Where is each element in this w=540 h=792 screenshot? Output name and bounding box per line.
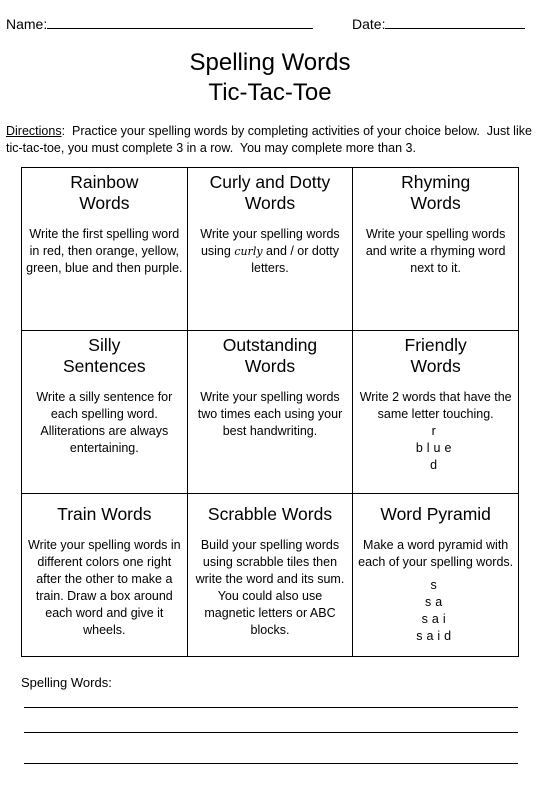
cell-title — [357, 172, 514, 214]
friendly-example-line: r — [431, 424, 440, 438]
cell-body: Write your spelling words and write a rhyming word next to it. — [365, 227, 506, 275]
directions-colon: : — [61, 124, 66, 138]
cell-body — [192, 226, 349, 277]
directions-text: Practice your spelling words by completing activities of your choice below. Just like tic-tac-toe, you must complete 3 in a row. You may complete more than 3. — [6, 124, 536, 155]
cell-title: Word Pyramid — [380, 504, 491, 524]
curly-sample-word: curly — [234, 245, 263, 258]
pyramid-example-line: s — [430, 578, 441, 592]
cell-body: Build your spelling words using scrabble tiles then write the word and its sum. You could also use magnetic letters or ABC blocks. — [195, 538, 345, 637]
cell-title-line: Words — [244, 193, 296, 213]
cell-body: Write your spelling words two times each using your best handwriting. — [197, 390, 343, 438]
name-label: Name: — [6, 16, 48, 32]
cell-body: Write your spelling words in different colors one right after the other to make a train. Draw a box around each word and give it wheels. — [28, 538, 181, 637]
tic-tac-toe-grid — [21, 167, 519, 657]
directions-paragraph — [6, 123, 536, 157]
pyramid-example — [357, 577, 514, 645]
cell-title-line: Rainbow — [70, 172, 139, 192]
cell-title: Train Words — [57, 504, 152, 524]
spelling-words-blank-line[interactable] — [24, 707, 518, 708]
cell-title-line: Rhyming — [401, 172, 471, 192]
pyramid-example-line: said — [416, 629, 456, 643]
pyramid-example-line: sa — [425, 595, 447, 609]
cell-rhyming-words — [353, 168, 519, 331]
cell-train-words — [22, 494, 188, 657]
cell-title-line: Words — [410, 193, 461, 213]
cell-title-line: Curly and Dotty — [209, 172, 331, 192]
name-blank-line[interactable] — [47, 14, 313, 29]
friendly-example — [357, 423, 514, 474]
cell-title-line: Words — [244, 356, 296, 376]
friendly-example-line: d — [430, 458, 442, 472]
cell-title-line: Words — [79, 193, 130, 213]
cell-body: Write a silly sentence for each spelling word. Alliterations are always entertaining. — [36, 390, 173, 455]
friendly-example-line: blue — [415, 441, 456, 455]
spelling-words-blank-line[interactable] — [24, 763, 518, 764]
cell-title — [192, 172, 349, 214]
cell-word-pyramid — [353, 494, 519, 657]
cell-title-line: Silly — [88, 335, 121, 355]
spelling-words-blank-line[interactable] — [24, 732, 518, 733]
cell-rainbow-words — [22, 168, 188, 331]
cell-scrabble-words — [187, 494, 353, 657]
cell-body: Write 2 words that have the same letter touching. — [359, 390, 512, 421]
page-subtitle: Tic-Tac-Toe — [208, 79, 332, 106]
cell-title-line: Words — [410, 356, 461, 376]
name-field-row — [6, 14, 313, 32]
date-field-row — [352, 14, 525, 32]
date-label: Date: — [352, 16, 386, 32]
cell-silly-sentences — [22, 331, 188, 494]
cell-body-text: Write your spelling words using — [200, 227, 340, 258]
cell-title — [192, 335, 349, 377]
cell-title-line: Friendly — [404, 335, 467, 355]
date-blank-line[interactable] — [385, 14, 525, 29]
cell-title — [26, 172, 183, 214]
cell-friendly-words — [353, 331, 519, 494]
cell-title-line: Sentences — [62, 356, 146, 376]
cell-title-line: Outstanding — [222, 335, 318, 355]
cell-curly-dotty-words — [187, 168, 353, 331]
cell-outstanding-words — [187, 331, 353, 494]
cell-title — [26, 335, 183, 377]
cell-body-text: and / or dotty letters. — [251, 244, 339, 275]
cell-body: Write the first spelling word in red, then orange, yellow, green, blue and then purple. — [26, 227, 183, 275]
cell-title: Scrabble Words — [207, 504, 333, 524]
cell-body: Make a word pyramid with each of your spelling words. — [358, 538, 514, 569]
page-title: Spelling Words — [189, 49, 351, 76]
pyramid-example-line: sai — [421, 612, 450, 626]
cell-title — [357, 335, 514, 377]
spelling-words-label: Spelling Words: — [21, 675, 112, 690]
directions-label: Directions — [6, 124, 62, 138]
